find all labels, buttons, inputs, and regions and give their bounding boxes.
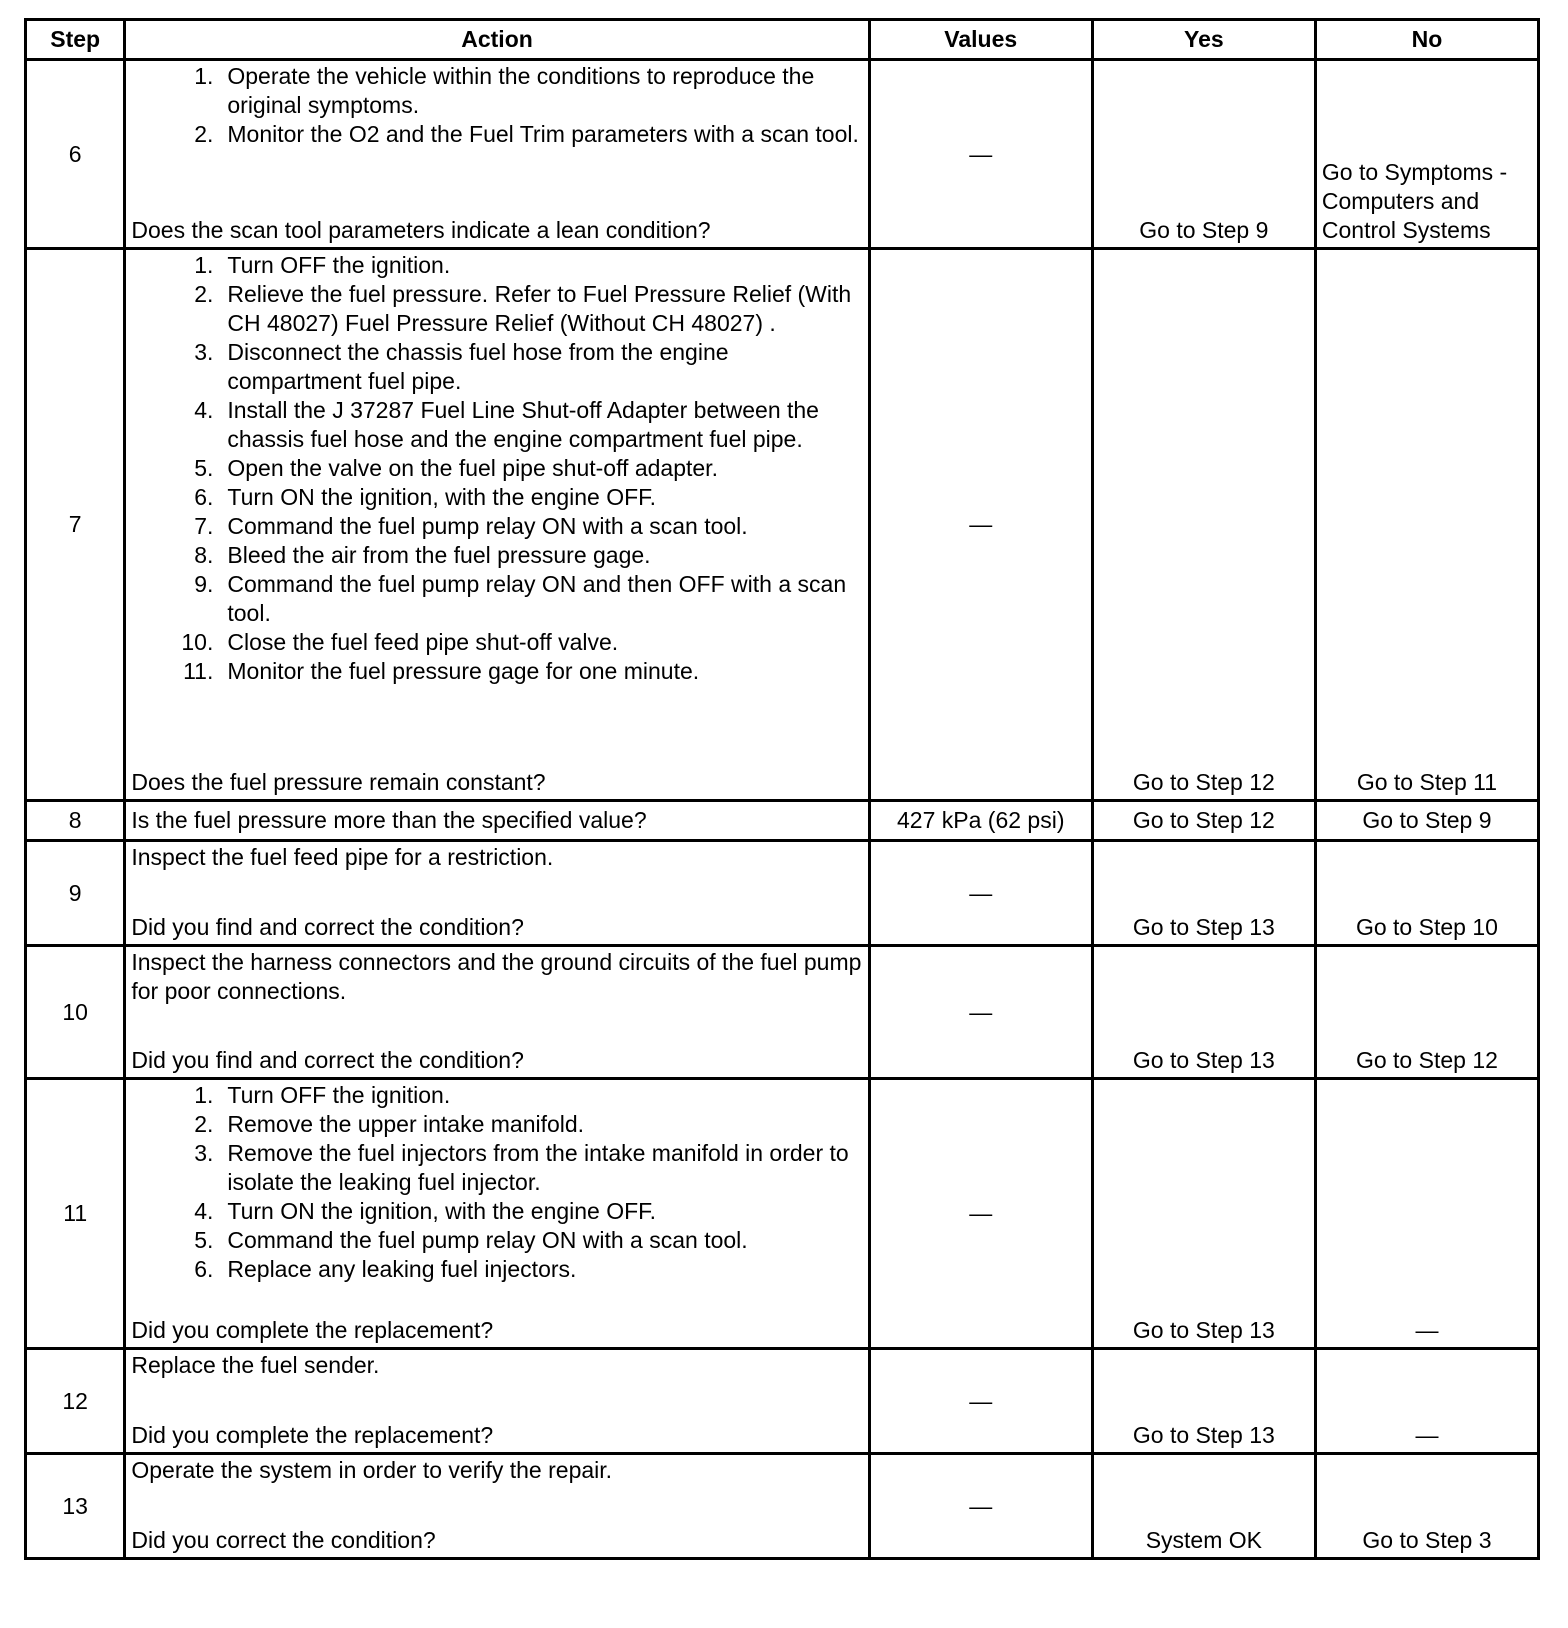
list-item: 2. Remove the upper intake manifold.: [194, 1111, 585, 1137]
list-item: 7. Command the fuel pump relay ON with a scan tool.: [194, 513, 748, 539]
yes-result: Go to Step 13: [1092, 1349, 1315, 1454]
list-item: 1. Turn OFF the ignition.: [194, 252, 451, 278]
yes-result: Go to Step 13: [1092, 1079, 1315, 1349]
action-cell: [125, 1079, 869, 1349]
action-question: Did you complete the replacement?: [131, 1317, 494, 1343]
action-steps: [131, 1081, 863, 1284]
no-result: Go to Step 10: [1315, 841, 1538, 946]
list-item: 10. Close the fuel feed pipe shut-off valve.: [181, 629, 619, 655]
table-row: [26, 801, 1539, 841]
action-cell: [125, 1454, 869, 1559]
action-cell: [125, 801, 869, 841]
action-question: Does the fuel pressure remain constant?: [131, 769, 546, 795]
list-item: 2. Monitor the O2 and the Fuel Trim parameters with a scan tool.: [194, 121, 859, 147]
column-header-yes: Yes: [1092, 20, 1315, 60]
action-question: Did you find and correct the condition?: [131, 914, 524, 940]
yes-result: System OK: [1092, 1454, 1315, 1559]
action-text: Inspect the harness connectors and the ground circuits of the fuel pump for poor connections.: [131, 949, 862, 1004]
column-header-action: Action: [125, 20, 869, 60]
step-number: 11: [26, 1079, 125, 1349]
values-cell: —: [869, 946, 1092, 1079]
action-cell: [125, 249, 869, 801]
no-result: Go to Step 3: [1315, 1454, 1538, 1559]
table-row: [26, 1349, 1539, 1454]
action-question: Did you complete the replacement?: [131, 1422, 494, 1448]
no-result: Go to Symptoms - Computers and Control Systems: [1315, 60, 1538, 249]
yes-result: Go to Step 13: [1092, 946, 1315, 1079]
no-result: —: [1315, 1079, 1538, 1349]
list-item: 4. Turn ON the ignition, with the engine OFF.: [194, 1198, 657, 1224]
no-result: Go to Step 11: [1315, 249, 1538, 801]
values-cell: —: [869, 1079, 1092, 1349]
action-steps: [131, 62, 863, 149]
yes-result: Go to Step 9: [1092, 60, 1315, 249]
step-number: 10: [26, 946, 125, 1079]
values-cell: —: [869, 841, 1092, 946]
action-cell: [125, 841, 869, 946]
action-question: Does the scan tool parameters indicate a lean condition?: [131, 217, 711, 243]
list-item: 9. Command the fuel pump relay ON and then OFF with a scan tool.: [194, 571, 847, 626]
values-cell: —: [869, 60, 1092, 249]
diagnostic-table: [24, 18, 1540, 1560]
list-item: 1. Operate the vehicle within the conditions to reproduce the original symptoms.: [194, 63, 815, 118]
list-item: 3. Remove the fuel injectors from the intake manifold in order to isolate the leaking fuel injector.: [194, 1140, 849, 1195]
table-row: [26, 841, 1539, 946]
step-number: 6: [26, 60, 125, 249]
list-item: 3. Disconnect the chassis fuel hose from the engine compartment fuel pipe.: [194, 339, 729, 394]
action-text: Inspect the fuel feed pipe for a restriction.: [131, 844, 554, 870]
yes-result: Go to Step 13: [1092, 841, 1315, 946]
table-row: [26, 60, 1539, 249]
list-item: 8. Bleed the air from the fuel pressure gage.: [194, 542, 651, 568]
step-number: 9: [26, 841, 125, 946]
yes-result: Go to Step 12: [1092, 249, 1315, 801]
step-number: 12: [26, 1349, 125, 1454]
table-row: [26, 249, 1539, 801]
action-question: Is the fuel pressure more than the specified value?: [131, 806, 647, 833]
action-cell: [125, 1349, 869, 1454]
column-header-step: Step: [26, 20, 125, 60]
action-cell: [125, 60, 869, 249]
values-cell: —: [869, 1454, 1092, 1559]
step-number: 13: [26, 1454, 125, 1559]
list-item: 5. Command the fuel pump relay ON with a scan tool.: [194, 1227, 748, 1253]
list-item: 1. Turn OFF the ignition.: [194, 1082, 451, 1108]
values-cell: 427 kPa (62 psi): [869, 801, 1092, 841]
list-item: 2. Relieve the fuel pressure. Refer to Fuel Pressure Relief (With CH 48027) Fuel Pressure Relief (Without CH 48027) .: [194, 281, 852, 336]
no-result: Go to Step 9: [1315, 801, 1538, 841]
action-question: Did you correct the condition?: [131, 1527, 436, 1553]
step-number: 7: [26, 249, 125, 801]
table-row: [26, 1079, 1539, 1349]
action-steps: [131, 251, 863, 686]
action-question: Did you find and correct the condition?: [131, 1047, 524, 1073]
list-item: 4. Install the J 37287 Fuel Line Shut-off Adapter between the chassis fuel hose and the engine compartment fuel pipe.: [194, 397, 819, 452]
column-header-values: Values: [869, 20, 1092, 60]
list-item: 6. Replace any leaking fuel injectors.: [194, 1256, 577, 1282]
no-result: —: [1315, 1349, 1538, 1454]
list-item: 5. Open the valve on the fuel pipe shut-off adapter.: [194, 455, 718, 481]
values-cell: —: [869, 249, 1092, 801]
header-row: [26, 20, 1539, 60]
action-text: Operate the system in order to verify the repair.: [131, 1457, 613, 1483]
step-number: 8: [26, 801, 125, 841]
table-row: [26, 1454, 1539, 1559]
column-header-no: No: [1315, 20, 1538, 60]
action-text: Replace the fuel sender.: [131, 1352, 380, 1378]
values-cell: —: [869, 1349, 1092, 1454]
action-cell: [125, 946, 869, 1079]
list-item: 6. Turn ON the ignition, with the engine OFF.: [194, 484, 657, 510]
yes-result: Go to Step 12: [1092, 801, 1315, 841]
list-item: 11. Monitor the fuel pressure gage for one minute.: [183, 658, 700, 684]
no-result: Go to Step 12: [1315, 946, 1538, 1079]
table-row: [26, 946, 1539, 1079]
